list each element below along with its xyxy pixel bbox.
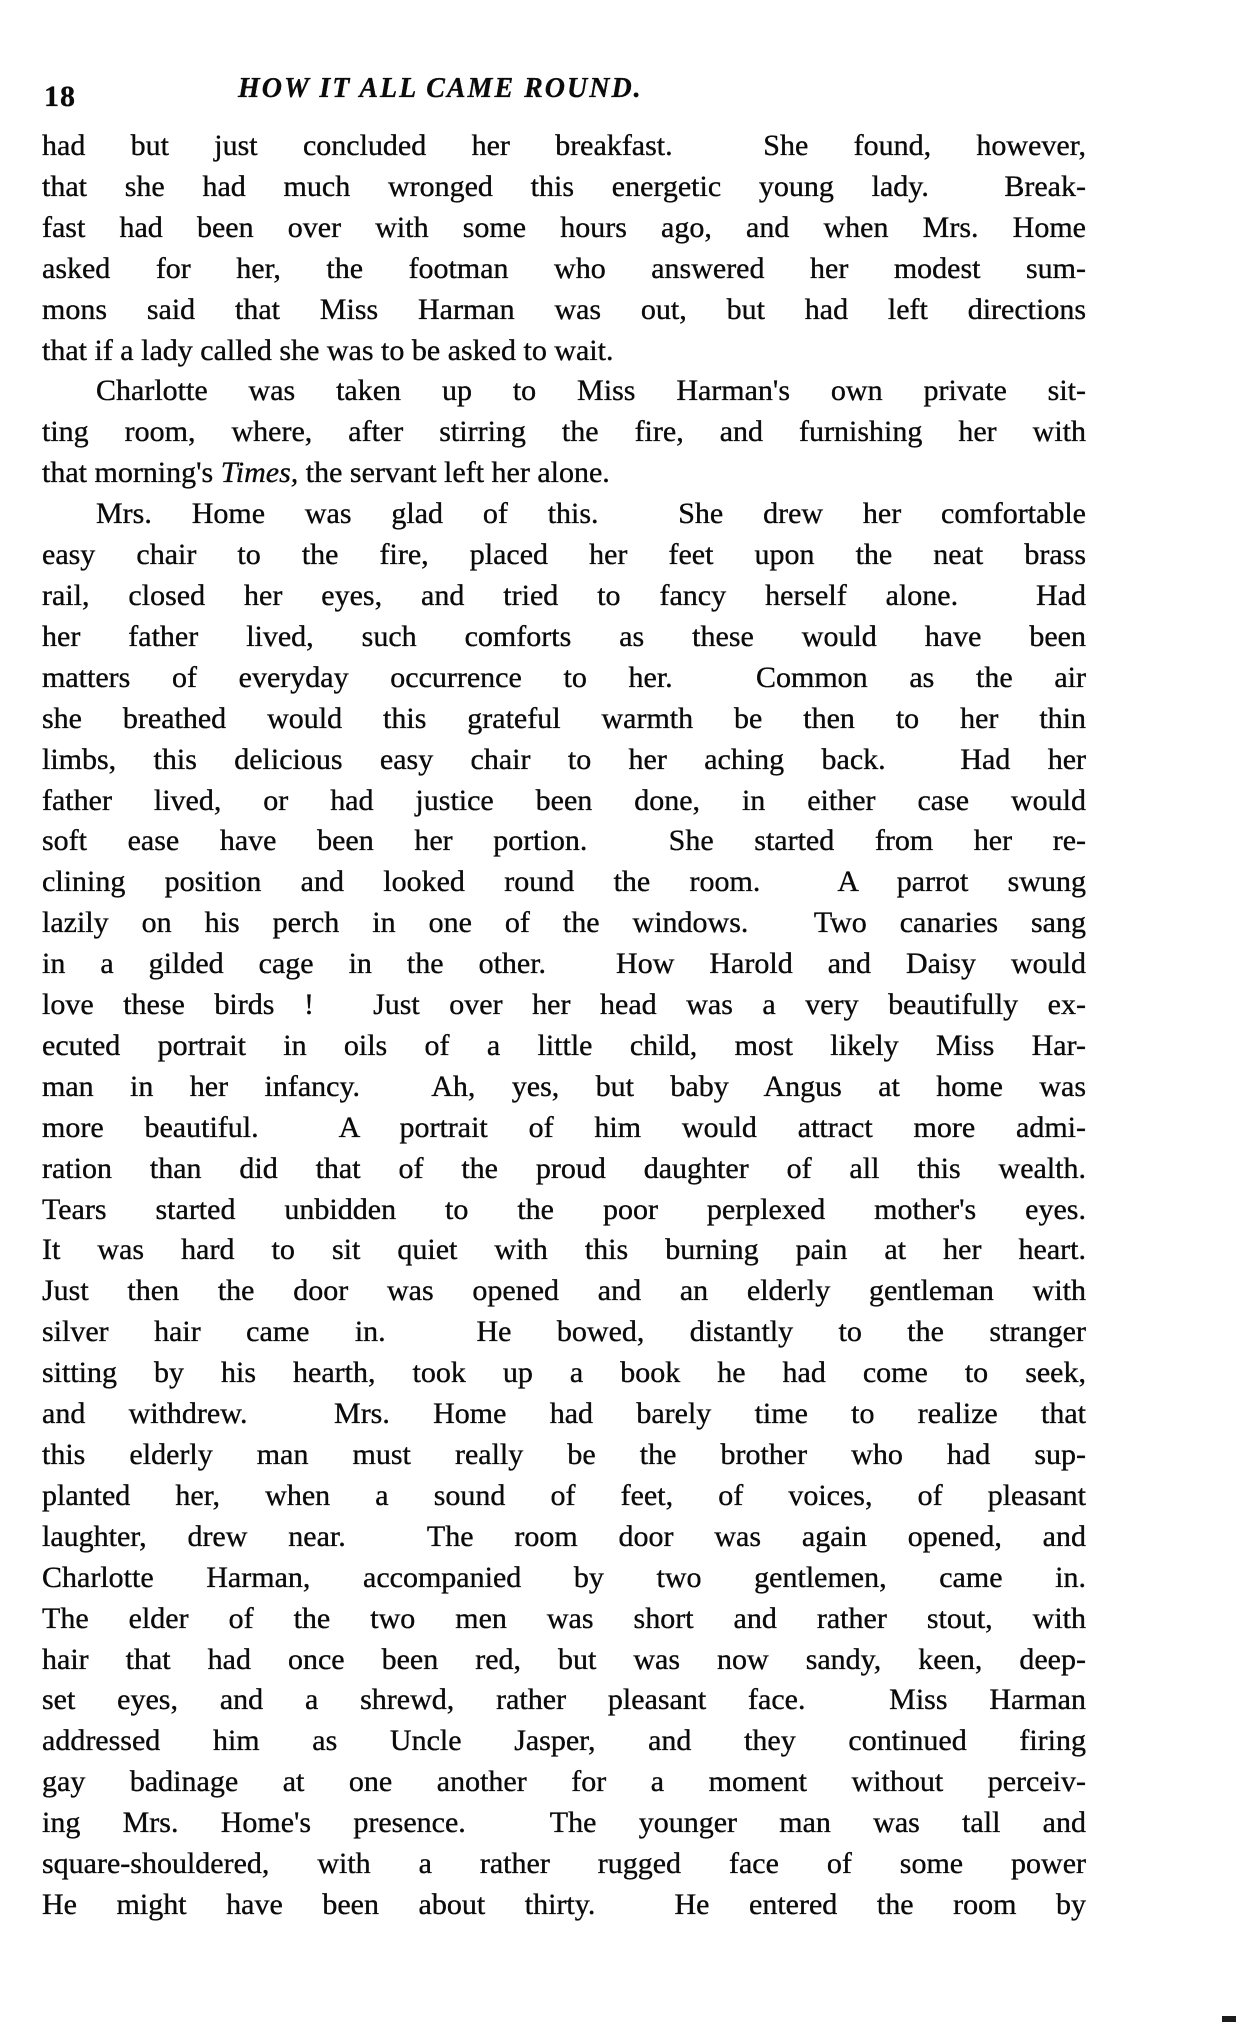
text-line: Charlotte Harman, accompanied by two gentlemen, came in. [42, 1560, 1086, 1594]
text-line: ing Mrs. Home's presence. The younger man was tall and [42, 1806, 1086, 1840]
italic-text: Times, [220, 456, 299, 490]
running-header: HOW IT ALL CAME ROUND. [238, 73, 643, 104]
page-number: 18 [44, 80, 76, 113]
text-line: rail, closed her eyes, and tried to fancy herself alone. Had [42, 578, 1086, 612]
text-line: easy chair to the fire, placed her feet upon the neat brass [42, 538, 1086, 572]
text-line: lazily on his perch in one of the windows. Two canaries sang [42, 906, 1086, 940]
text-line: set eyes, and a shrewd, rather pleasant face. Miss Harman [42, 1683, 1086, 1717]
text-line: soft ease have been her portion. She started from her re- [42, 824, 1086, 858]
text-line: this elderly man must really be the brother who had sup- [42, 1438, 1086, 1471]
text-line: ecuted portrait in oils of a little child, most likely Miss Har- [42, 1028, 1086, 1062]
text-line: that she had much wronged this energetic young lady. Break- [42, 169, 1086, 203]
text-line: that if a lady called she was to be asked to wait. [42, 333, 614, 367]
text-line: man in her infancy. Ah, yes, but baby Angus at home was [42, 1069, 1086, 1103]
text-line: Charlotte was taken up to Miss Harman's own private sit- [96, 374, 1086, 408]
page-body [42, 126, 1086, 1926]
text-line: hair that had once been red, but was now sandy, keen, deep- [42, 1642, 1086, 1676]
text-line: she breathed would this grateful warmth be then to her thin [42, 701, 1086, 735]
text-line: matters of everyday occurrence to her. Common as the air [42, 660, 1086, 694]
text-line: Tears started unbidden to the poor perplexed mother's eyes. [42, 1192, 1086, 1226]
text-line: and withdrew. Mrs. Home had barely time to realize that [42, 1397, 1086, 1431]
text-line: more beautiful. A portrait of him would attract more admi- [42, 1110, 1086, 1144]
text-line: fast had been over with some hours ago, and when Mrs. Home [42, 210, 1086, 244]
text-line: Mrs. Home was glad of this. She drew her comfortable [96, 497, 1086, 531]
text-line: ting room, where, after stirring the fire, and furnishing her with [42, 415, 1086, 449]
text-line: that morning's Times, the servant left her alone. [42, 456, 610, 490]
text-line: The elder of the two men was short and rather stout, with [42, 1601, 1086, 1635]
text-line: gay badinage at one another for a moment without perceiv- [42, 1765, 1086, 1799]
text-line: mons said that Miss Harman was out, but had left directions [42, 292, 1086, 326]
text-line: sitting by his hearth, took up a book he had come to seek, [42, 1356, 1086, 1390]
page-header [42, 70, 1088, 112]
text-line: laughter, drew near. The room door was again opened, and [42, 1519, 1086, 1553]
text-line: square-shouldered, with a rather rugged face of some power [42, 1847, 1086, 1881]
text-line: in a gilded cage in the other. How Harold and Daisy would [42, 947, 1086, 981]
text-line: asked for her, the footman who answered her modest sum- [42, 251, 1086, 285]
text-line: ration than did that of the proud daughter of all this wealth. [42, 1151, 1086, 1185]
text-line: silver hair came in. He bowed, distantly to the stranger [42, 1315, 1086, 1349]
text-line: addressed him as Uncle Jasper, and they continued firing [42, 1724, 1086, 1758]
text-line: had but just concluded her breakfast. She found, however, [42, 129, 1086, 162]
text-line: clining position and looked round the room. A parrot swung [42, 865, 1086, 899]
scan-artifact-mark [1222, 2016, 1236, 2022]
text-line: father lived, or had justice been done, in either case would [42, 783, 1086, 817]
text-line: her father lived, such comforts as these would have been [42, 619, 1086, 653]
text-line: It was hard to sit quiet with this burning pain at her heart. [42, 1233, 1086, 1267]
text-line: He might have been about thirty. He entered the room by [42, 1887, 1086, 1921]
text-line: planted her, when a sound of feet, of voices, of pleasant [42, 1478, 1086, 1512]
text-line: Just then the door was opened and an elderly gentleman with [42, 1274, 1086, 1308]
text-line: limbs, this delicious easy chair to her aching back. Had her [42, 742, 1086, 776]
text-line: love these birds ! Just over her head was a very beautifully ex- [42, 988, 1086, 1022]
